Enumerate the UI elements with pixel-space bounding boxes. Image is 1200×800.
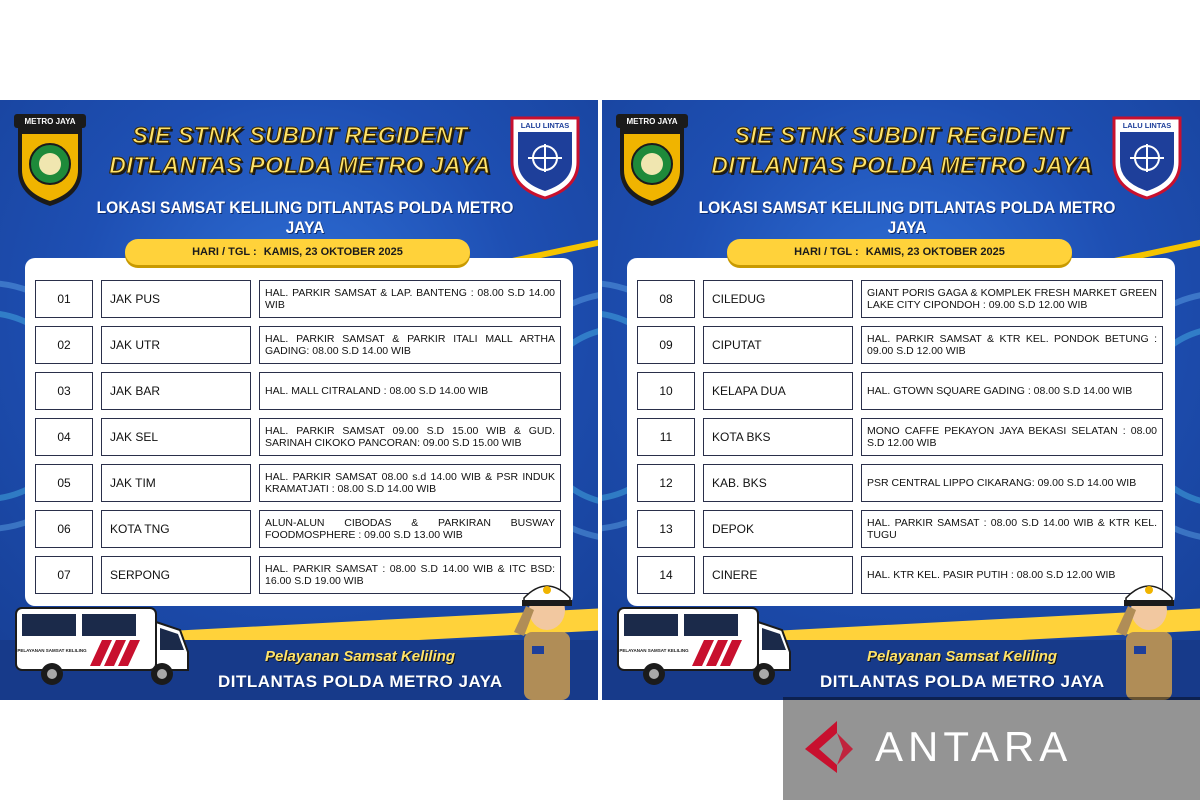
- row-area: SERPONG: [101, 556, 251, 594]
- date-value: KAMIS, 23 OKTOBER 2025: [263, 246, 403, 258]
- antara-logo-icon: [797, 715, 859, 777]
- row-number: 04: [35, 418, 93, 456]
- table-row: [35, 326, 563, 366]
- poster-title-line1: SIE STNK SUBDIT REGIDENT: [132, 122, 468, 148]
- row-number: 09: [637, 326, 695, 364]
- row-number: 01: [35, 280, 93, 318]
- row-location: HAL. GTOWN SQUARE GADING : 08.00 S.D 14.00 WIB: [861, 372, 1163, 410]
- table-row: [35, 280, 563, 320]
- lalu-lintas-shield-icon: [1110, 114, 1184, 200]
- table-row: [35, 510, 563, 550]
- row-number: 12: [637, 464, 695, 502]
- row-area: JAK TIM: [101, 464, 251, 502]
- badge-right-text: LALU LINTAS: [520, 121, 570, 130]
- poster-title-line2: DITLANTAS POLDA METRO JAYA: [109, 152, 491, 178]
- samsat-van-icon: [12, 600, 194, 692]
- table-row: [637, 326, 1165, 366]
- row-area: KAB. BKS: [703, 464, 853, 502]
- date-value: KAMIS, 23 OKTOBER 2025: [865, 246, 1005, 258]
- row-area: JAK SEL: [101, 418, 251, 456]
- date-pill: [727, 239, 1072, 265]
- footer-slogan: Pelayanan Samsat Keliling: [867, 648, 1058, 665]
- footer-org: DITLANTAS POLDA METRO JAYA: [820, 672, 1105, 691]
- footer-org: DITLANTAS POLDA METRO JAYA: [218, 672, 503, 691]
- row-location: GIANT PORIS GAGA & KOMPLEK FRESH MARKET GREEN LAKE CITY CIPONDOH : 09.00 S.D 12.00 WIB: [861, 280, 1163, 318]
- row-location: HAL. PARKIR SAMSAT 09.00 S.D 15.00 WIB & GUD. SARINAH CIKOKO PANCORAN: 09.00 S.D 15.00 WIB: [259, 418, 561, 456]
- row-location: MONO CAFFE PEKAYON JAYA BEKASI SELATAN : 08.00 S.D 12.00 WIB: [861, 418, 1163, 456]
- row-number: 10: [637, 372, 695, 410]
- badge-left-text: METRO JAYA: [626, 117, 678, 126]
- table-row: [35, 556, 563, 596]
- row-location: PSR CENTRAL LIPPO CIKARANG: 09.00 S.D 14.00 WIB: [861, 464, 1163, 502]
- row-area: KOTA TNG: [101, 510, 251, 548]
- table-row: [35, 418, 563, 458]
- row-area: CIPUTAT: [703, 326, 853, 364]
- row-number: 03: [35, 372, 93, 410]
- table-row: [35, 464, 563, 504]
- table-row: [35, 372, 563, 412]
- row-area: CINERE: [703, 556, 853, 594]
- police-officer-icon: [1108, 570, 1190, 700]
- table-row: [637, 280, 1165, 320]
- van-label: PELAYANAN SAMSAT KELILING: [17, 648, 87, 653]
- row-number: 14: [637, 556, 695, 594]
- row-location: HAL. MALL CITRALAND : 08.00 S.D 14.00 WIB: [259, 372, 561, 410]
- table-row: [637, 372, 1165, 412]
- row-location: HAL. PARKIR SAMSAT 08.00 s.d 14.00 WIB & PSR INDUK KRAMATJATI : 08.00 S.D 14.00 WIB: [259, 464, 561, 502]
- row-location: HAL. KTR KEL. PASIR PUTIH : 08.00 S.D 12.00 WIB: [861, 556, 1163, 594]
- table-row: [637, 510, 1165, 550]
- row-number: 05: [35, 464, 93, 502]
- row-area: JAK BAR: [101, 372, 251, 410]
- date-label: HARI / TGL :: [794, 246, 859, 258]
- metro-jaya-badge-icon: [10, 112, 90, 208]
- row-area: JAK PUS: [101, 280, 251, 318]
- table-row: [637, 464, 1165, 504]
- footer-slogan: Pelayanan Samsat Keliling: [265, 648, 456, 665]
- row-number: 02: [35, 326, 93, 364]
- table-row: [637, 418, 1165, 458]
- row-area: CILEDUG: [703, 280, 853, 318]
- badge-left-text: METRO JAYA: [24, 117, 76, 126]
- row-location: HAL. PARKIR SAMSAT : 08.00 S.D 14.00 WIB & ITC BSD: 16.00 S.D 19.00 WIB: [259, 556, 561, 594]
- watermark-text: ANTARA: [875, 723, 1073, 770]
- schedule-table: [25, 258, 573, 606]
- poster-subtitle: LOKASI SAMSAT KELILING DITLANTAS POLDA METRO JAYA: [698, 198, 1116, 237]
- row-number: 08: [637, 280, 695, 318]
- poster-title-line1: SIE STNK SUBDIT REGIDENT: [734, 122, 1070, 148]
- row-number: 07: [35, 556, 93, 594]
- row-area: KELAPA DUA: [703, 372, 853, 410]
- samsat-van-icon: [614, 600, 796, 692]
- poster-title-line2: DITLANTAS POLDA METRO JAYA: [711, 152, 1093, 178]
- table-row: [637, 556, 1165, 596]
- lalu-lintas-shield-icon: [508, 114, 582, 200]
- row-area: KOTA BKS: [703, 418, 853, 456]
- date-pill: [125, 239, 470, 265]
- metro-jaya-badge-icon: [612, 112, 692, 208]
- schedule-table: [627, 258, 1175, 606]
- van-label: PELAYANAN SAMSAT KELILING: [619, 648, 689, 653]
- row-location: ALUN-ALUN CIBODAS & PARKIRAN BUSWAY FOODMOSPHERE : 09.00 S.D 13.00 WIB: [259, 510, 561, 548]
- row-number: 11: [637, 418, 695, 456]
- date-label: HARI / TGL :: [192, 246, 257, 258]
- badge-right-text: LALU LINTAS: [1122, 121, 1172, 130]
- schedule-poster-left: [0, 100, 598, 700]
- row-number: 13: [637, 510, 695, 548]
- row-location: HAL. PARKIR SAMSAT & LAP. BANTENG : 08.00 S.D 14.00 WIB: [259, 280, 561, 318]
- row-area: JAK UTR: [101, 326, 251, 364]
- police-officer-icon: [506, 570, 588, 700]
- row-location: HAL. PARKIR SAMSAT & PARKIR ITALI MALL ARTHA GADING: 08.00 S.D 14.00 WIB: [259, 326, 561, 364]
- row-location: HAL. PARKIR SAMSAT & KTR KEL. PONDOK BETUNG : 09.00 S.D 12.00 WIB: [861, 326, 1163, 364]
- row-area: DEPOK: [703, 510, 853, 548]
- poster-subtitle: LOKASI SAMSAT KELILING DITLANTAS POLDA METRO JAYA: [96, 198, 514, 237]
- schedule-poster-right: [602, 100, 1200, 700]
- row-number: 06: [35, 510, 93, 548]
- antara-watermark: [783, 697, 1200, 800]
- row-location: HAL. PARKIR SAMSAT : 08.00 S.D 14.00 WIB & KTR KEL. TUGU: [861, 510, 1163, 548]
